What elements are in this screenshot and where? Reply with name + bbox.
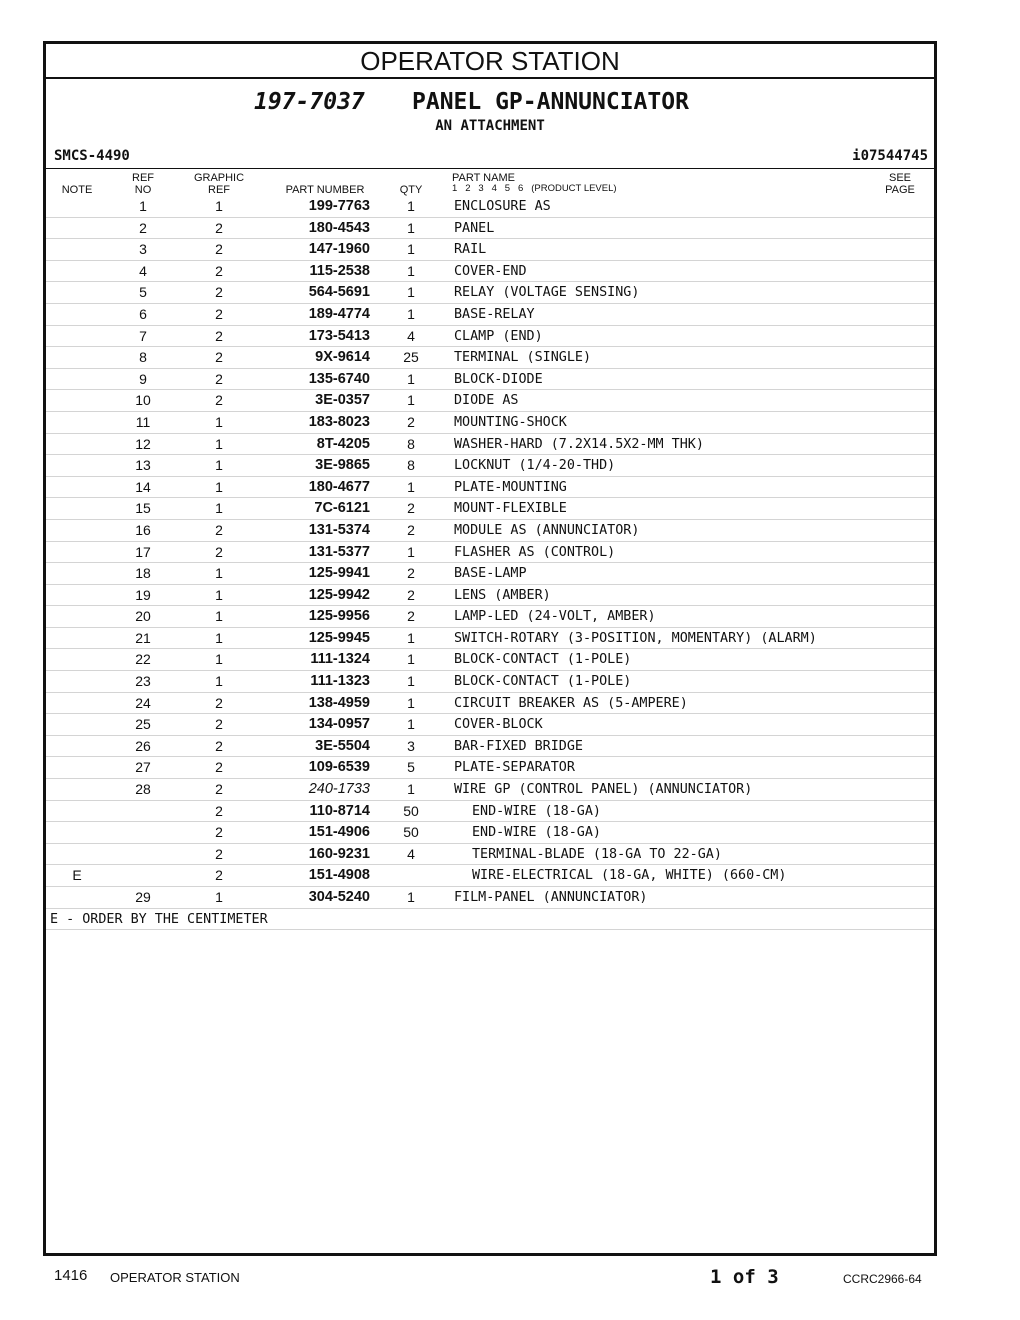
graphic-ref-cell: 2 — [215, 219, 223, 236]
ref-no-cell: 7 — [139, 327, 147, 344]
part-name-cell: FLASHER AS (CONTROL) — [454, 544, 616, 560]
part-number-cell: 151-4908 — [308, 867, 370, 884]
part-name-cell: MOUNTING-SHOCK — [454, 414, 567, 430]
graphic-ref-cell: 2 — [215, 716, 223, 733]
qty-cell: 1 — [407, 198, 415, 214]
ref-no-cell: 26 — [135, 737, 151, 754]
table-row — [46, 801, 934, 823]
col-see-line2: PAGE — [885, 184, 915, 196]
qty-cell: 2 — [407, 521, 415, 538]
ref-no-cell: 3 — [139, 241, 147, 258]
part-number-cell: 240-1733 — [308, 781, 370, 798]
part-name-cell: BLOCK-DIODE — [454, 371, 543, 387]
footer-page-number: 1416 — [54, 1267, 88, 1284]
qty-cell: 2 — [407, 565, 415, 582]
part-name-cell: LAMP-LED (24-VOLT, AMBER) — [454, 609, 656, 625]
table-row — [46, 822, 934, 844]
qty-cell: 2 — [407, 500, 415, 517]
header-rule — [46, 168, 934, 169]
col-graphic-line2: REF — [208, 184, 230, 196]
part-number-cell: 125-9956 — [308, 608, 370, 625]
table-row — [46, 542, 934, 564]
part-number-cell: 115-2538 — [309, 262, 370, 279]
table-row — [46, 261, 934, 283]
table-row — [46, 239, 934, 261]
part-number-cell: 180-4677 — [308, 478, 370, 495]
table-row — [46, 520, 934, 542]
qty-cell: 1 — [407, 673, 415, 690]
graphic-ref-cell: 2 — [215, 327, 223, 344]
part-name-cell: TERMINAL-BLADE (18-GA TO 22-GA) — [472, 846, 722, 862]
qty-cell: 50 — [403, 824, 419, 841]
part-number-cell: 180-4543 — [308, 219, 370, 236]
ref-no-cell: 27 — [135, 759, 151, 776]
smcs-code: SMCS-4490 — [54, 148, 130, 164]
part-name-cell: MODULE AS (ANNUNCIATOR) — [454, 522, 640, 538]
qty-cell: 1 — [407, 370, 415, 387]
col-part-name: PART NAME — [452, 172, 515, 184]
ref-no-cell: 19 — [135, 586, 151, 603]
part-number-cell: 183-8023 — [308, 413, 370, 430]
part-number-cell: 131-5377 — [308, 543, 370, 560]
qty-cell: 8 — [407, 435, 415, 452]
graphic-ref-cell: 2 — [215, 370, 223, 387]
parts-page-frame — [43, 41, 937, 1256]
graphic-ref-cell: 1 — [215, 586, 223, 603]
ref-no-cell: 23 — [135, 673, 151, 690]
part-name-cell: RELAY (VOLTAGE SENSING) — [454, 285, 640, 301]
part-name-cell: MOUNT-FLEXIBLE — [454, 501, 567, 517]
ref-no-cell: 10 — [135, 392, 151, 409]
ref-no-cell: 6 — [139, 305, 147, 322]
qty-cell: 2 — [407, 608, 415, 625]
qty-cell: 1 — [407, 219, 415, 236]
ref-no-cell: 9 — [139, 370, 147, 387]
table-row — [46, 757, 934, 779]
graphic-ref-cell: 1 — [215, 198, 223, 214]
graphic-ref-cell: 1 — [215, 673, 223, 690]
graphic-ref-cell: 2 — [215, 262, 223, 279]
table-row — [46, 455, 934, 477]
section-title: OPERATOR STATION — [46, 44, 934, 79]
ref-no-cell: 14 — [135, 478, 151, 495]
ref-no-cell: 13 — [135, 457, 151, 474]
qty-cell: 1 — [407, 543, 415, 560]
col-product-level: 1 2 3 4 5 6 (PRODUCT LEVEL) — [452, 183, 617, 194]
graphic-ref-cell: 1 — [215, 565, 223, 582]
part-name-cell: END-WIRE (18-GA) — [472, 803, 601, 819]
qty-cell: 50 — [403, 802, 419, 819]
ref-no-cell: 4 — [139, 262, 147, 279]
graphic-ref-cell: 2 — [215, 759, 223, 776]
part-number-cell: 189-4774 — [308, 305, 370, 322]
part-name-cell: SWITCH-ROTARY (3-POSITION, MOMENTARY) (ALARM) — [454, 630, 817, 646]
ref-no-cell: 5 — [139, 284, 147, 301]
graphic-ref-cell: 2 — [215, 543, 223, 560]
table-row — [46, 218, 934, 240]
table-row — [46, 563, 934, 585]
ref-no-cell: 25 — [135, 716, 151, 733]
ref-no-cell: 17 — [135, 543, 151, 560]
part-number-cell: 138-4959 — [308, 694, 370, 711]
group-name: PANEL GP-ANNUNCIATOR — [412, 89, 689, 115]
table-row — [46, 714, 934, 736]
qty-cell: 1 — [407, 889, 415, 905]
qty-cell: 3 — [407, 737, 415, 754]
part-name-cell: WASHER-HARD (7.2X14.5X2-MM THK) — [454, 436, 704, 452]
part-name-cell: FILM-PANEL (ANNUNCIATOR) — [454, 890, 648, 905]
ref-no-cell: 1 — [139, 198, 147, 214]
qty-cell: 2 — [407, 413, 415, 430]
part-name-cell: BASE-RELAY — [454, 306, 535, 322]
table-row — [46, 326, 934, 348]
part-number-cell: 125-9945 — [308, 629, 370, 646]
part-name-cell: PANEL — [454, 220, 495, 236]
note-cell: E — [72, 867, 82, 884]
qty-cell: 5 — [407, 759, 415, 776]
part-name-cell: COVER-BLOCK — [454, 717, 543, 733]
ref-no-cell: 24 — [135, 694, 151, 711]
part-number-cell: 125-9941 — [308, 565, 370, 582]
graphic-ref-cell: 1 — [215, 651, 223, 668]
part-number-cell: 199-7763 — [308, 198, 370, 214]
graphic-ref-cell: 1 — [215, 500, 223, 517]
table-row — [46, 649, 934, 671]
ref-no-cell: 11 — [135, 413, 151, 430]
graphic-ref-cell: 1 — [215, 608, 223, 625]
graphic-ref-cell: 2 — [215, 802, 223, 819]
table-row — [46, 477, 934, 499]
graphic-ref-cell: 2 — [215, 867, 223, 884]
part-number-cell: 109-6539 — [308, 759, 370, 776]
ref-no-cell: 18 — [135, 565, 151, 582]
graphic-ref-cell: 1 — [215, 435, 223, 452]
qty-cell: 1 — [407, 305, 415, 322]
table-row — [46, 390, 934, 412]
qty-cell: 1 — [407, 262, 415, 279]
part-name-cell: END-WIRE (18-GA) — [472, 825, 601, 841]
qty-cell: 1 — [407, 284, 415, 301]
graphic-ref-cell: 2 — [215, 845, 223, 862]
qty-cell: 1 — [407, 241, 415, 258]
graphic-ref-cell: 2 — [215, 349, 223, 366]
table-row — [46, 369, 934, 391]
table-row — [46, 434, 934, 456]
graphic-ref-cell: 1 — [215, 629, 223, 646]
part-name-cell: LENS (AMBER) — [454, 587, 551, 603]
footer-code: CCRC2966-64 — [843, 1272, 922, 1286]
graphic-ref-cell: 2 — [215, 694, 223, 711]
qty-cell: 1 — [407, 781, 415, 798]
table-row — [46, 628, 934, 650]
graphic-ref-cell: 1 — [215, 478, 223, 495]
part-name-cell: BASE-LAMP — [454, 566, 527, 582]
qty-cell: 1 — [407, 392, 415, 409]
part-number-cell: 8T-4205 — [316, 435, 370, 452]
col-see-line1: SEE — [888, 172, 911, 184]
part-number-cell: 304-5240 — [308, 889, 370, 905]
col-ref-line1: REF — [132, 172, 154, 184]
table-row — [46, 736, 934, 758]
graphic-ref-cell: 2 — [215, 241, 223, 258]
part-number-cell: 125-9942 — [308, 586, 370, 603]
table-row — [46, 671, 934, 693]
illustration-id: i07544745 — [852, 148, 928, 164]
ref-no-cell: 29 — [135, 889, 151, 905]
table-row — [46, 693, 934, 715]
table-row — [46, 606, 934, 628]
ref-no-cell: 20 — [135, 608, 151, 625]
part-name-cell: DIODE AS — [454, 393, 519, 409]
part-number-cell: 147-1960 — [308, 241, 370, 258]
ref-no-cell: 12 — [135, 435, 151, 452]
table-row — [46, 412, 934, 434]
part-number-cell: 134-0957 — [308, 716, 370, 733]
table-row — [46, 304, 934, 326]
table-row — [46, 498, 934, 520]
graphic-ref-cell: 2 — [215, 284, 223, 301]
col-ref-line2: NO — [134, 184, 152, 196]
part-number-cell: 3E-9865 — [315, 457, 370, 474]
ref-no-cell: 2 — [139, 219, 147, 236]
col-qty: QTY — [399, 184, 423, 196]
graphic-ref-cell: 2 — [215, 305, 223, 322]
part-name-cell: PLATE-SEPARATOR — [454, 760, 575, 776]
qty-cell: 2 — [407, 586, 415, 603]
table-row — [46, 865, 934, 887]
part-number-cell: 151-4906 — [308, 824, 370, 841]
table-row — [46, 887, 934, 909]
graphic-ref-cell: 2 — [215, 781, 223, 798]
ref-no-cell: 28 — [135, 781, 151, 798]
part-number-cell: 110-8714 — [309, 802, 370, 819]
qty-cell: 1 — [407, 651, 415, 668]
graphic-ref-cell: 1 — [215, 889, 223, 905]
qty-cell: 1 — [407, 629, 415, 646]
graphic-ref-cell: 2 — [215, 521, 223, 538]
group-subtitle: AN ATTACHMENT — [435, 118, 545, 134]
part-name-cell: WIRE-ELECTRICAL (18-GA, WHITE) (660-CM) — [472, 868, 787, 884]
ref-no-cell: 8 — [139, 349, 147, 366]
table-row — [46, 347, 934, 369]
footer-section: OPERATOR STATION — [110, 1270, 240, 1285]
qty-cell: 1 — [407, 478, 415, 495]
part-number-cell: 111-1324 — [310, 651, 370, 668]
footer-page-of: 1 of 3 — [710, 1266, 779, 1288]
qty-cell: 1 — [407, 716, 415, 733]
part-name-cell: WIRE GP (CONTROL PANEL) (ANNUNCIATOR) — [454, 782, 753, 798]
footnote-text: E - ORDER BY THE CENTIMETER — [50, 911, 268, 927]
footnote-row — [46, 909, 934, 931]
part-name-cell: COVER-END — [454, 263, 527, 279]
part-name-cell: RAIL — [454, 242, 487, 258]
group-number: 197-7037 — [254, 89, 365, 115]
ref-no-cell: 16 — [135, 521, 151, 538]
part-name-cell: ENCLOSURE AS — [454, 199, 551, 214]
col-graphic-line1: GRAPHIC — [193, 172, 245, 184]
table-row — [46, 282, 934, 304]
col-note: NOTE — [61, 184, 93, 196]
qty-cell: 4 — [407, 845, 415, 862]
graphic-ref-cell: 1 — [215, 413, 223, 430]
part-number-cell: 135-6740 — [308, 370, 370, 387]
table-row — [46, 585, 934, 607]
ref-no-cell: 22 — [135, 651, 151, 668]
qty-cell: 4 — [407, 327, 415, 344]
part-number-cell: 160-9231 — [308, 845, 370, 862]
part-name-cell: BAR-FIXED BRIDGE — [454, 738, 583, 754]
part-number-cell: 9X-9614 — [315, 349, 370, 366]
ref-no-cell: 15 — [135, 500, 151, 517]
table-row — [46, 779, 934, 801]
graphic-ref-cell: 2 — [215, 824, 223, 841]
part-number-cell: 3E-5504 — [315, 737, 370, 754]
part-number-cell: 3E-0357 — [315, 392, 370, 409]
part-name-cell: BLOCK-CONTACT (1-POLE) — [454, 674, 632, 690]
qty-cell: 25 — [403, 349, 419, 366]
part-name-cell: BLOCK-CONTACT (1-POLE) — [454, 652, 632, 668]
part-name-cell: CLAMP (END) — [454, 328, 543, 344]
qty-cell: 8 — [407, 457, 415, 474]
graphic-ref-cell: 2 — [215, 392, 223, 409]
table-row — [46, 844, 934, 866]
parts-table — [46, 196, 934, 930]
col-part-number: PART NUMBER — [285, 184, 365, 196]
graphic-ref-cell: 2 — [215, 737, 223, 754]
part-name-cell: TERMINAL (SINGLE) — [454, 350, 592, 366]
ref-no-cell: 21 — [135, 629, 151, 646]
part-name-cell: LOCKNUT (1/4-20-THD) — [454, 458, 616, 474]
qty-cell: 1 — [407, 694, 415, 711]
part-number-cell: 173-5413 — [308, 327, 370, 344]
part-number-cell: 564-5691 — [308, 284, 370, 301]
part-number-cell: 111-1323 — [310, 673, 370, 690]
graphic-ref-cell: 1 — [215, 457, 223, 474]
part-number-cell: 131-5374 — [308, 521, 370, 538]
table-row — [46, 196, 934, 218]
part-name-cell: PLATE-MOUNTING — [454, 479, 567, 495]
part-name-cell: CIRCUIT BREAKER AS (5-AMPERE) — [454, 695, 688, 711]
part-number-cell: 7C-6121 — [314, 500, 370, 517]
